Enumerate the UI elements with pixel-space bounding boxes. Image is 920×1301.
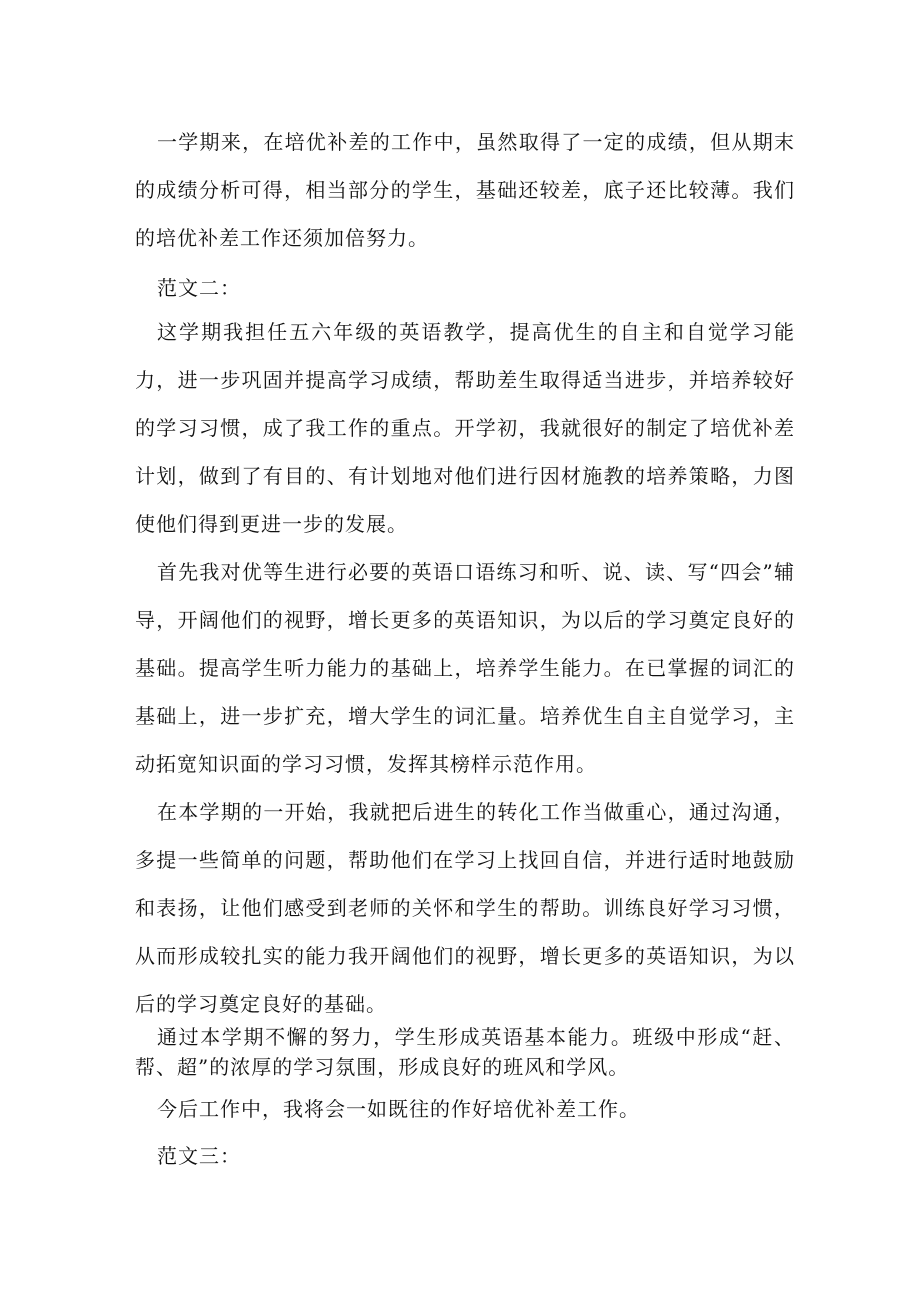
paragraph-1: 一学期来，在培优补差的工作中，虽然取得了一定的成绩，但从期末的成绩分析可得，相当部分的学生，基础还较差，底子还比较薄。我们的培优补差工作还须加倍努力。 <box>135 130 795 250</box>
heading-fanwen-3: 范文三： <box>157 1144 241 1168</box>
paragraph-4: 在本学期的一开始，我就把后进生的转化工作当做重心，通过沟通，多提一些简单的问题，帮助他们在学习上找回自信，并进行适时地鼓励和表扬，让他们感受到老师的关怀和学生的帮助。训练良好学习习惯，从而形成较扎实的能力我开阔他们的视野，增长更多的英语知识，为以后的学习奠定良好的基础。 <box>135 800 795 1016</box>
paragraph-2: 这学期我担任五六年级的英语教学，提高优生的自主和自觉学习能力，进一步巩固并提高学习成绩，帮助差生取得适当进步，并培养较好的学习习惯，成了我工作的重点。开学初，我就很好的制定了培优补差计划，做到了有目的、有计划地对他们进行因材施教的培养策略，力图使他们得到更进一步的发展。 <box>135 320 795 536</box>
paragraph-5: 通过本学期不懈的努力，学生形成英语基本能力。班级中形成“赶、帮、超”的浓厚的学习氛围，形成良好的班风和学风。 <box>135 1025 795 1079</box>
heading-fanwen-2: 范文二： <box>157 276 241 300</box>
paragraph-6: 今后工作中，我将会一如既往的作好培优补差工作。 <box>157 1097 640 1121</box>
paragraph-3: 首先我对优等生进行必要的英语口语练习和听、说、读、写“四会”辅导，开阔他们的视野，增长更多的英语知识，为以后的学习奠定良好的基础。提高学生听力能力的基础上，培养学生能力。在已掌握的词汇的基础上，进一步扩充，增大学生的词汇量。培养优生自主自觉学习，主动拓宽知识面的学习习惯，发挥其榜样示范作用。 <box>135 560 795 776</box>
